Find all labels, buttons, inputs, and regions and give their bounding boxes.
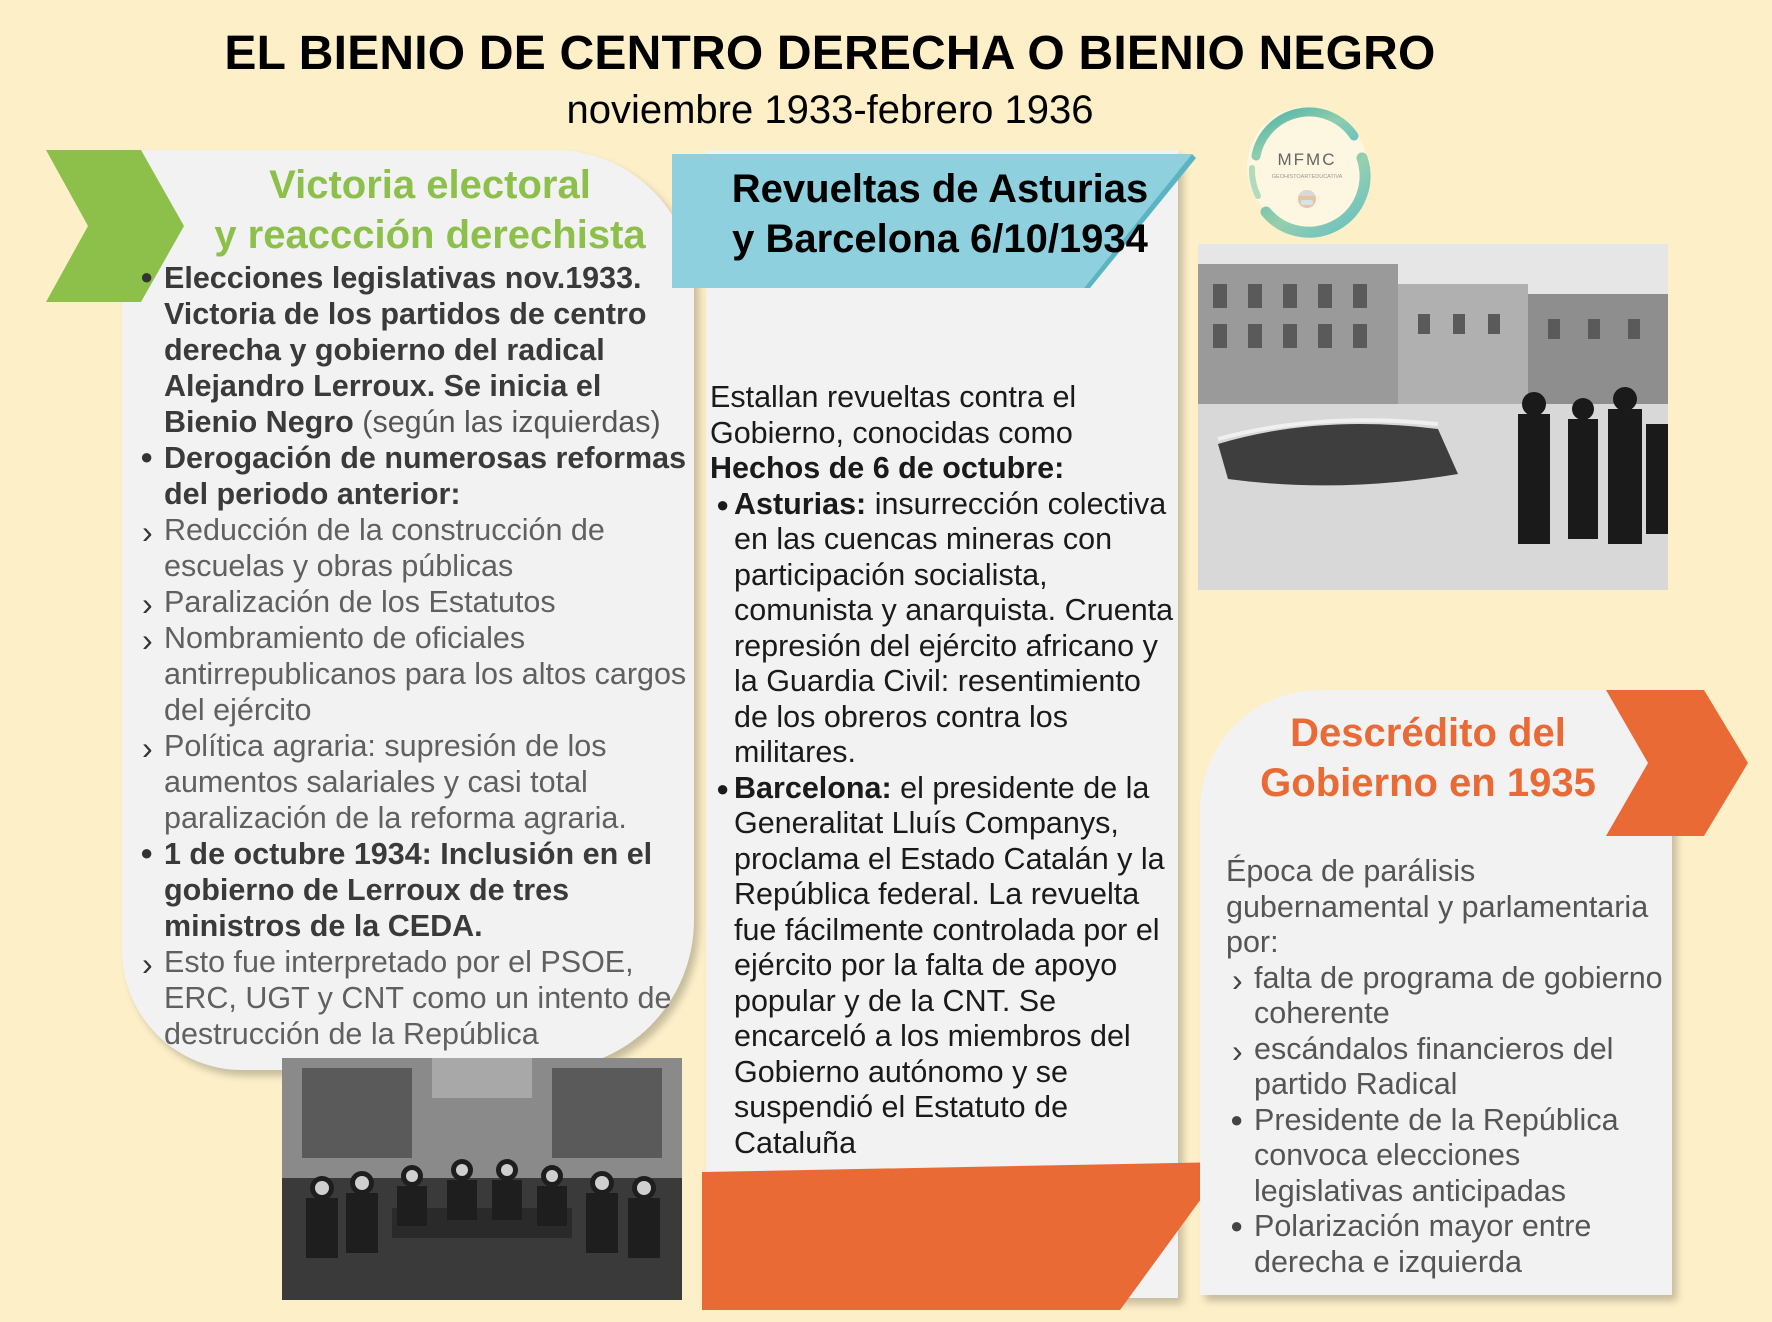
bullet-icon xyxy=(140,440,164,476)
left-b2-bold: Derogación de numerosas reformas del periodo anterior: xyxy=(164,441,687,511)
center-barcelona xyxy=(710,771,1180,1162)
bullet-icon xyxy=(1230,1209,1254,1245)
list-item xyxy=(140,836,696,944)
chevron-right-icon xyxy=(140,620,164,660)
center-asturias xyxy=(710,487,1180,771)
bullet-icon xyxy=(1230,1103,1254,1139)
list-item xyxy=(1230,1209,1666,1280)
chevron-right-icon xyxy=(140,944,164,984)
cabinet-meeting-photo xyxy=(282,1058,682,1300)
list-item xyxy=(1230,1032,1666,1103)
left-s2: Paralización de los Estatutos xyxy=(164,585,556,619)
left-b3-bold: 1 de octubre 1934: Inclusión en el gobierno de Lerroux de tres ministros de la CEDA. xyxy=(164,837,653,943)
bullet-icon xyxy=(140,260,164,296)
list-item xyxy=(140,440,696,512)
list-item xyxy=(1230,961,1666,1032)
orange-banner-shape xyxy=(702,1160,1228,1310)
list-item xyxy=(140,728,696,836)
list-item xyxy=(140,260,696,440)
center-body xyxy=(710,380,1180,1161)
list-item xyxy=(140,512,696,584)
center-intro-bold: Hechos de 6 de octubre: xyxy=(710,451,1065,485)
asturias-text: insurrección colectiva en las cuencas mineras con participación socialista, comunista y anarquista. Cruenta represión del ejército africano y la Guardia Civil: resentimiento de los obreros contra los militares. xyxy=(734,486,1174,769)
left-s3: Nombramiento de oficiales antirrepublicanos para los altos cargos del ejército xyxy=(164,621,687,727)
right-heading xyxy=(1208,708,1648,808)
right-intro: Época de parálisis gubernamental y parlamentaria por: xyxy=(1226,854,1649,959)
left-heading xyxy=(180,160,680,260)
center-intro xyxy=(710,380,1180,487)
barcelona-label: Barcelona: xyxy=(734,770,892,805)
barcelona-street-photo xyxy=(1198,244,1668,590)
logo-subtext: GEOHISTOARTEDUCATIVA xyxy=(1271,174,1343,180)
left-list xyxy=(140,260,696,1052)
mfmc-logo xyxy=(1236,96,1378,238)
center-intro-text: Estallan revueltas contra el Gobierno, conocidas como xyxy=(710,380,1077,450)
center-heading-line2: y Barcelona 6/10/1934 xyxy=(732,217,1148,261)
bullet-icon xyxy=(140,836,164,872)
left-b1-bold: Elecciones legislativas nov.1933. Victoria de los partidos de centro derecha y gobierno del radical Alejandro Lerroux. Se inicia el Bienio Negro xyxy=(164,261,647,439)
left-s4: Política agraria: supresión de los aumentos salariales y casi total paralización de la reforma agraria. xyxy=(164,729,627,835)
list-item xyxy=(140,584,696,620)
left-s5: Esto fue interpretado por el PSOE, ERC, UGT y CNT como un intento de destrucción de la República xyxy=(164,945,672,1051)
chevron-right-icon xyxy=(1230,1032,1254,1071)
right-s1: falta de programa de gobierno coherente xyxy=(1254,960,1663,1030)
right-heading-line1: Descrédito del xyxy=(1290,711,1566,755)
asturias-label: Asturias: xyxy=(734,486,867,521)
logo-text: MFMC xyxy=(1277,150,1337,169)
list-item xyxy=(140,620,696,728)
page-title: EL BIENIO DE CENTRO DERECHA O BIENIO NEGRO xyxy=(224,27,1436,80)
page-subtitle: noviembre 1933-febrero 1936 xyxy=(566,88,1094,132)
right-list xyxy=(1226,854,1666,1280)
left-s1: Reducción de la construcción de escuelas y obras públicas xyxy=(164,513,605,583)
chevron-right-icon xyxy=(140,728,164,768)
list-item xyxy=(1230,1103,1666,1210)
chevron-right-icon xyxy=(140,584,164,624)
chevron-right-icon xyxy=(1230,961,1254,1000)
chevron-right-icon xyxy=(140,512,164,552)
right-b2: Polarización mayor entre derecha e izquierda xyxy=(1254,1209,1592,1279)
left-b1-normal: (según las izquierdas) xyxy=(362,405,661,439)
right-s2: escándalos financieros del partido Radical xyxy=(1254,1031,1614,1101)
left-heading-line1: Victoria electoral xyxy=(269,163,591,207)
left-heading-line2: y reaccción derechista xyxy=(214,213,646,257)
list-item xyxy=(140,944,696,1052)
center-heading xyxy=(690,164,1190,264)
barcelona-text: el presidente de la Generalitat Lluís Companys, proclama el Estado Catalán y la República federal. La revuelta fue fácilmente controlada por el ejército por la falta de apoyo popular y de la CNT. Se encarceló a los miembros del Gobierno autónomo y se suspendió el Estatuto de Cataluña xyxy=(734,770,1165,1160)
right-b1: Presidente de la República convoca elecciones legislativas anticipadas xyxy=(1254,1102,1619,1208)
right-heading-line2: Gobierno en 1935 xyxy=(1260,761,1596,805)
center-heading-line1: Revueltas de Asturias xyxy=(731,167,1149,211)
